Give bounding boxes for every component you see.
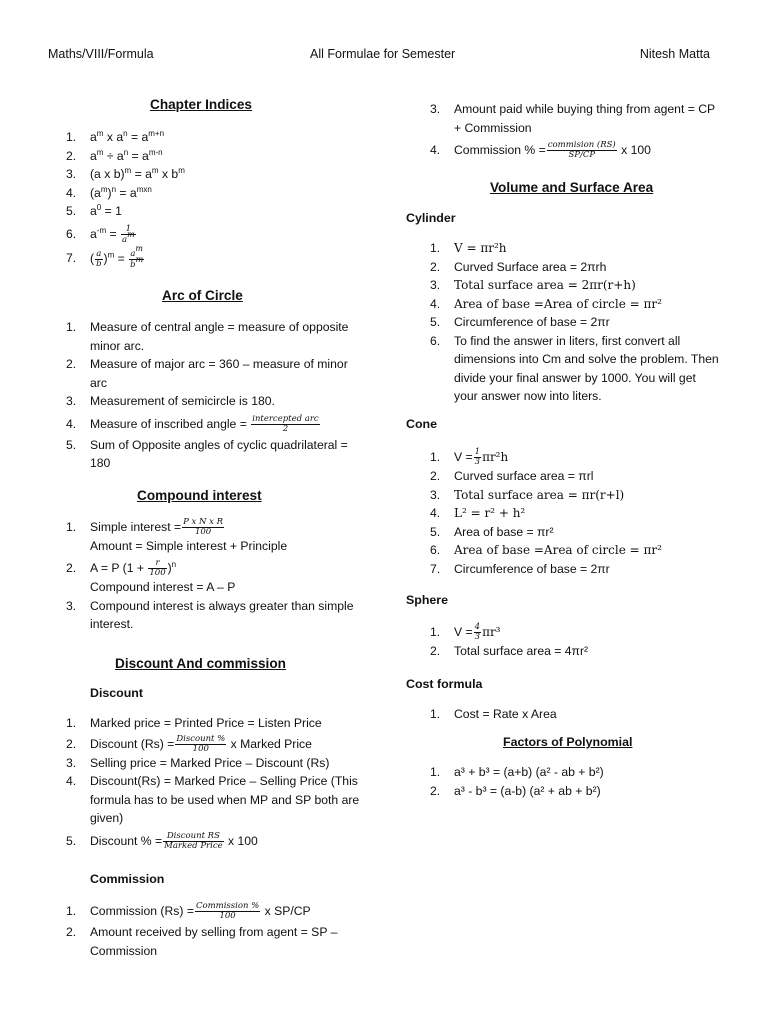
list-item: 7. ( $\frac{a}{b}$ )$^m$ = $\frac{a^m}{b^m}$: [66, 243, 144, 270]
list-item: 2. Amount received by selling from agent = SP – Commission: [66, 925, 338, 958]
list-item: 4. L² = r² + h²: [430, 506, 526, 521]
arc-heading: Arc of Circle: [162, 288, 243, 303]
list-item: 6. Area of base =Area of circle = πr²: [430, 543, 662, 558]
list-item: 7. Circumference of base = 2πr: [430, 561, 610, 576]
commission-subheading: Commission: [90, 872, 165, 886]
cylinder-list: [430, 239, 720, 406]
cost-subheading: Cost formula: [406, 677, 483, 691]
cone-list: [430, 448, 720, 578]
list-item: 4. $(a^m)^n = a^{mxn}$: [66, 184, 152, 200]
list-item: 2. A = P (1 + $\frac{r}{100}$ )$^n$ Compound interest = A – P: [66, 558, 236, 595]
list-item: 1. V = $\frac{1}{3}$ πr²h: [430, 447, 509, 468]
list-item: 5. Discount % = $\frac{\text{Discount RS}}{\text{Marked Price}}$ x 100: [66, 831, 258, 852]
cone-subheading: Cone: [406, 417, 437, 431]
list-item: 3. Amount paid while buying thing from agent = CP + Commission: [430, 102, 715, 135]
list-item: 3. (a x $b)^m = a^m$ x $b^m$: [66, 166, 185, 181]
list-item: 2. Curved Surface area = 2πrh: [430, 259, 607, 274]
list-item: 1. V = πr²h: [430, 241, 507, 255]
discount-subheading: Discount: [90, 686, 144, 700]
discount-heading: Discount And commission: [115, 656, 286, 671]
list-item: 2. Discount (Rs) = $\frac{\text{Discount \%}}{100}$ x Marked Price: [66, 733, 312, 754]
compound-heading: Compound interest: [137, 488, 262, 503]
indices-heading: Chapter Indices: [150, 97, 252, 112]
list-item: 1. a³ + b³ = (a+b) (a² - ab + b²): [430, 765, 604, 779]
list-item: 5. $a^0 = 1$: [66, 203, 122, 218]
list-item: 5. Circumference of base = 2πr: [430, 315, 610, 329]
list-item: 1. Marked price = Printed Price = Listen Price: [66, 716, 322, 730]
list-item: 1. Commission (Rs) = $\frac{\text{Commission \%}}{100}$ x SP/CP: [66, 901, 311, 922]
list-item: 2. Total surface area = 4πr²: [430, 644, 589, 659]
list-item: 6. $a^{-m}$ = $\frac{1}{a^m}$: [66, 223, 135, 245]
list-item: 3. Measurement of semicircle is 180.: [66, 394, 275, 408]
page-header: [48, 47, 720, 63]
header-center: All Formulae for Semester: [310, 47, 456, 61]
arc-list: [66, 318, 366, 473]
volume-heading: Volume and Surface Area: [490, 180, 654, 195]
cylinder-subheading: Cylinder: [406, 211, 456, 225]
list-item: 6. To find the answer in liters, first convert all dimensions into Cm and solve the problem. Then divide your final answer by 1000. You will get your answer now into liters.: [430, 333, 719, 403]
discount-list: [66, 714, 366, 851]
list-item: 1. Cost = Rate x Area: [430, 707, 557, 721]
header-left: Maths/VIII/Formula: [48, 47, 154, 61]
list-item: 2. Curved surface area = πrl: [430, 469, 594, 484]
list-item: 5. Sum of Opposite angles of cyclic quadrilateral = 180: [66, 437, 348, 471]
list-item: 1. V = $\frac{4}{3}$ πr³: [430, 622, 501, 643]
list-item: 3. Selling price = Marked Price – Discount (Rs): [66, 755, 330, 770]
list-item: 1. $a^m$ x $a^n = a^{m+n}$: [66, 129, 165, 144]
list-item: 1. Measure of central angle = measure of opposite minor arc.: [66, 320, 349, 353]
list-item: 2. $a^m \div a^n = a^{m-n}$: [66, 147, 163, 163]
list-item: 1. Simple interest = $\frac{\text{P x N x R}}{100}$ Amount = Simple interest + Principle: [66, 517, 288, 554]
list-item: 2. a³ - b³ = (a-b) (a² + ab + b²): [430, 783, 601, 798]
list-item: 3. Total surface area = 2πr(r+h): [430, 278, 636, 292]
list-item: 4. Area of base =Area of circle = πr²: [430, 296, 662, 311]
sphere-list: [430, 623, 720, 661]
list-item: 2. Measure of major arc = 360 – measure of minor arc: [66, 357, 348, 390]
list-item: 3. Total surface area = πr(r+l): [430, 487, 625, 502]
commission-list-right: [430, 100, 720, 160]
cost-list: [430, 705, 720, 724]
factors-heading: Factors of Polynomial: [503, 735, 633, 749]
factors-list: [430, 763, 720, 800]
indices-list: [66, 128, 366, 270]
list-item: 4. Commission % = $\frac{\text{commision (RS)}}{SP/CP}$ x 100: [430, 140, 651, 161]
compound-list: [66, 518, 366, 634]
commission-list-left: [66, 902, 366, 960]
header-right: Nitesh Matta: [639, 47, 710, 61]
list-item: 5. Area of base = πr²: [430, 524, 554, 539]
list-item: 3. Compound interest is always greater than simple interest.: [66, 598, 354, 632]
list-item: 4. Measure of inscribed angle = $\frac{\text{intercepted arc}}{2}$: [66, 413, 319, 434]
sphere-subheading: Sphere: [406, 593, 449, 607]
list-item: 4. Discount(Rs) = Marked Price – Selling Price (This formula has to be used when MP and SP both are given): [66, 774, 360, 826]
